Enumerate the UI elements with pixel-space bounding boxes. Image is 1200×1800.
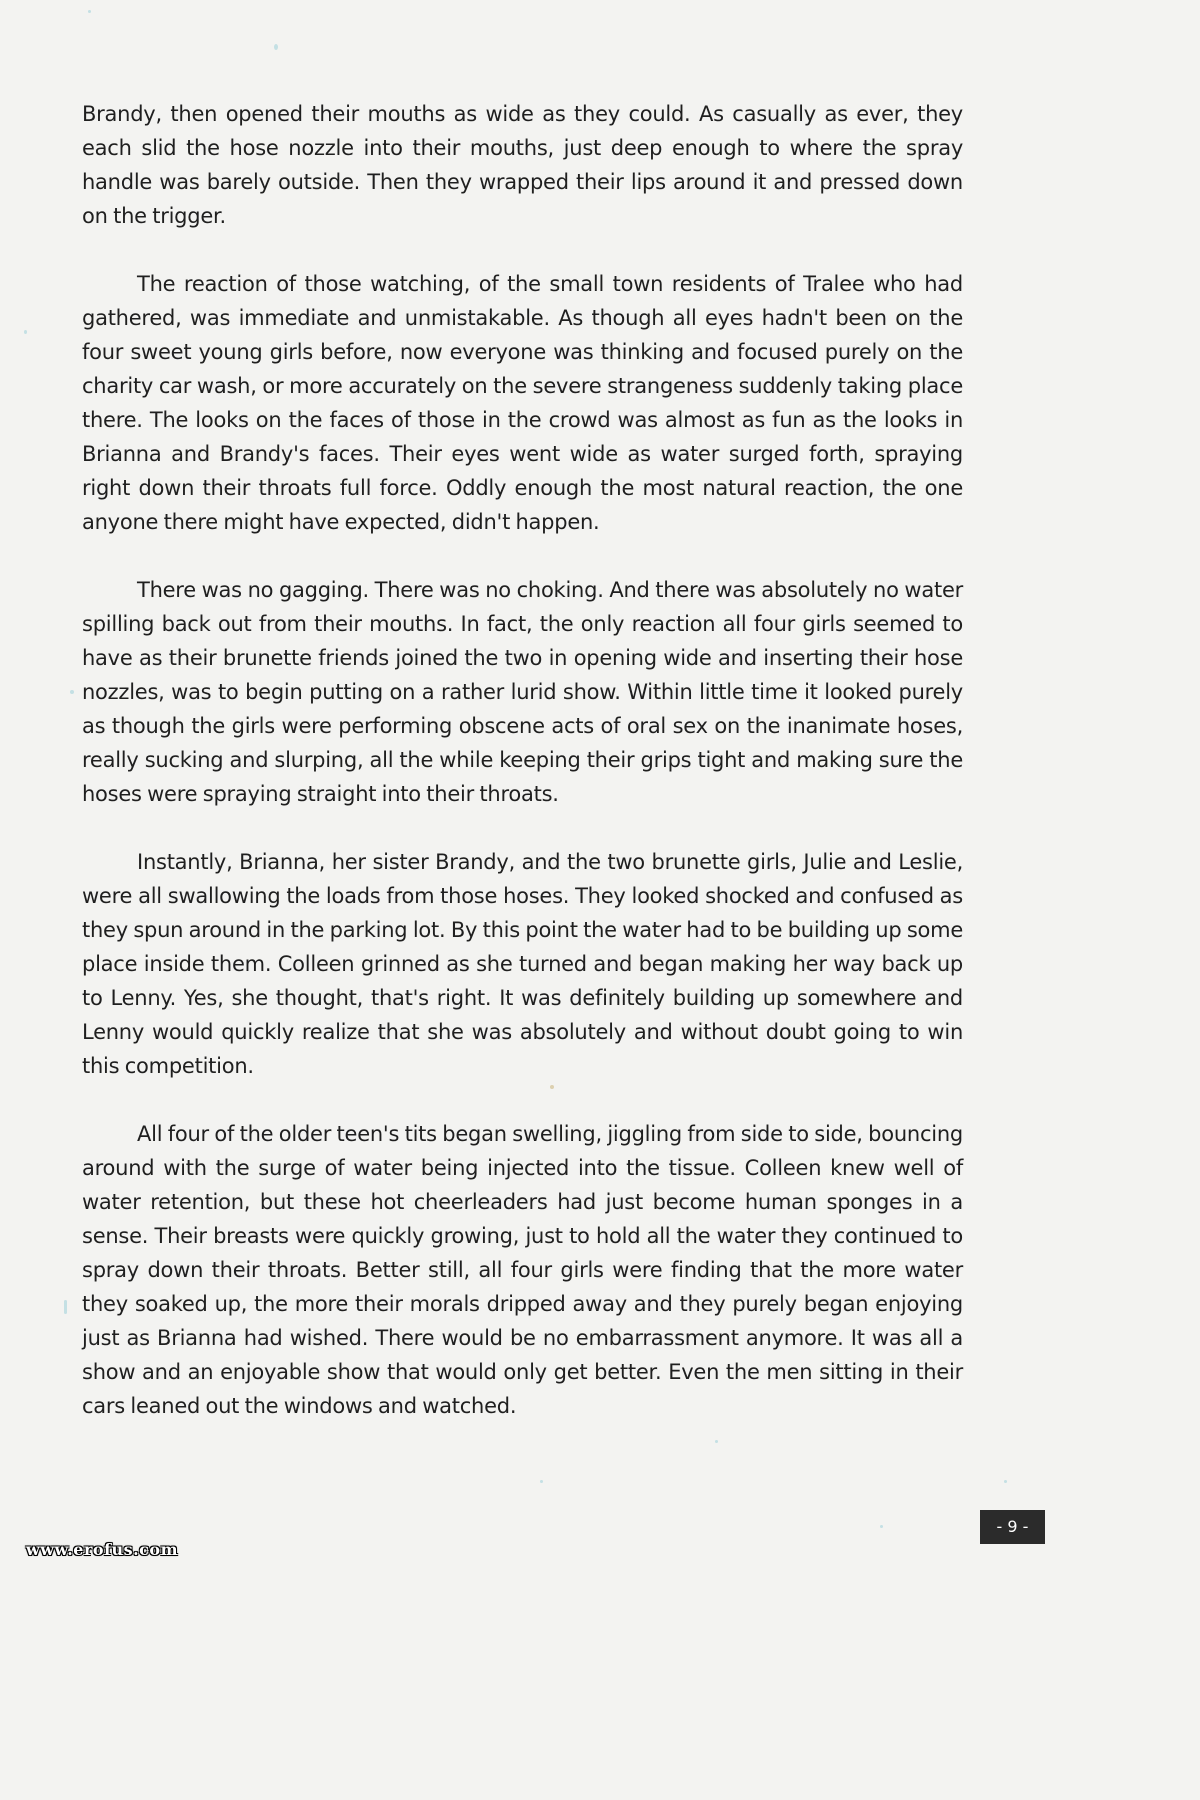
watermark: www.erofus.com [26,1540,178,1559]
paper-speck [70,690,74,694]
paragraph-4: Instantly, Brianna, her sister Brandy, and the two brunette girls, Julie and Leslie, were all swallowing the loads from those hoses. They looked shocked and confused as they spun around in the parking lot. By this point the water had to be building up some place inside them. Colleen grinned as she turned and began making her way back up to Lenny. Yes, she thought, that's right. It was definitely building up somewhere and Lenny would quickly realize that she was absolutely and without doubt going to win this competition. [82,850,963,1078]
paper-speck [88,10,91,13]
paragraph-5: All four of the older teen's tits began swelling, jiggling from side to side, bouncing around with the surge of water being injected into the tissue. Colleen knew well of water retention, but these hot cheerleaders had just become human sponges in a sense. Their breasts were quickly growing, just to hold all the water they continued to spray down their throats. Better still, all four girls were finding that the more water they soaked up, the more their morals dripped away and they purely began enjoying just as Brianna had wished. There would be no embarrassment anymore. It was all a show and an enjoyable show that would only get better. Even the men sitting in their cars leaned out the windows and watched. [82,1122,963,1418]
paper-speck [274,44,278,50]
paragraph-2: The reaction of those watching, of the small town residents of Tralee who had gathered, was immediate and unmistakable. As though all eyes hadn't been on the four sweet young girls before, now everyone was thinking and focused purely on the charity car wash, or more accurately on the severe strangeness suddenly taking place there. The looks on the faces of those in the crowd was almost as fun as the looks in Brianna and Brandy's faces. Their eyes went wide as water surged forth, spraying right down their throats full force. Oddly enough the most natural reaction, the one anyone there might have expected, didn't happen. [82,272,963,534]
paper-speck [64,1300,67,1314]
paper-speck [880,1525,883,1528]
paragraph-1: Brandy, then opened their mouths as wide as they could. As casually as ever, they each slid the hose nozzle into their mouths, just deep enough to where the spray handle was barely outside. Then they wrapped their lips around it and pressed down on the trigger. [82,102,963,228]
paper-speck [540,1480,543,1483]
paragraph-3: There was no gagging. There was no choking. And there was absolutely no water spilling back out from their mouths. In fact, the only reaction all four girls seemed to have as their brunette friends joined the two in opening wide and inserting their hose nozzles, was to begin putting on a rather lurid show. Within little time it looked purely as though the girls were performing obscene acts of oral sex on the inanimate hoses, really sucking and slurping, all the while keeping their grips tight and making sure the hoses were spraying straight into their throats. [82,578,963,806]
body-text [82,97,963,1457]
paper-speck [1004,1480,1007,1483]
page-number-badge: - 9 - [980,1510,1045,1544]
paper-speck [24,330,27,334]
